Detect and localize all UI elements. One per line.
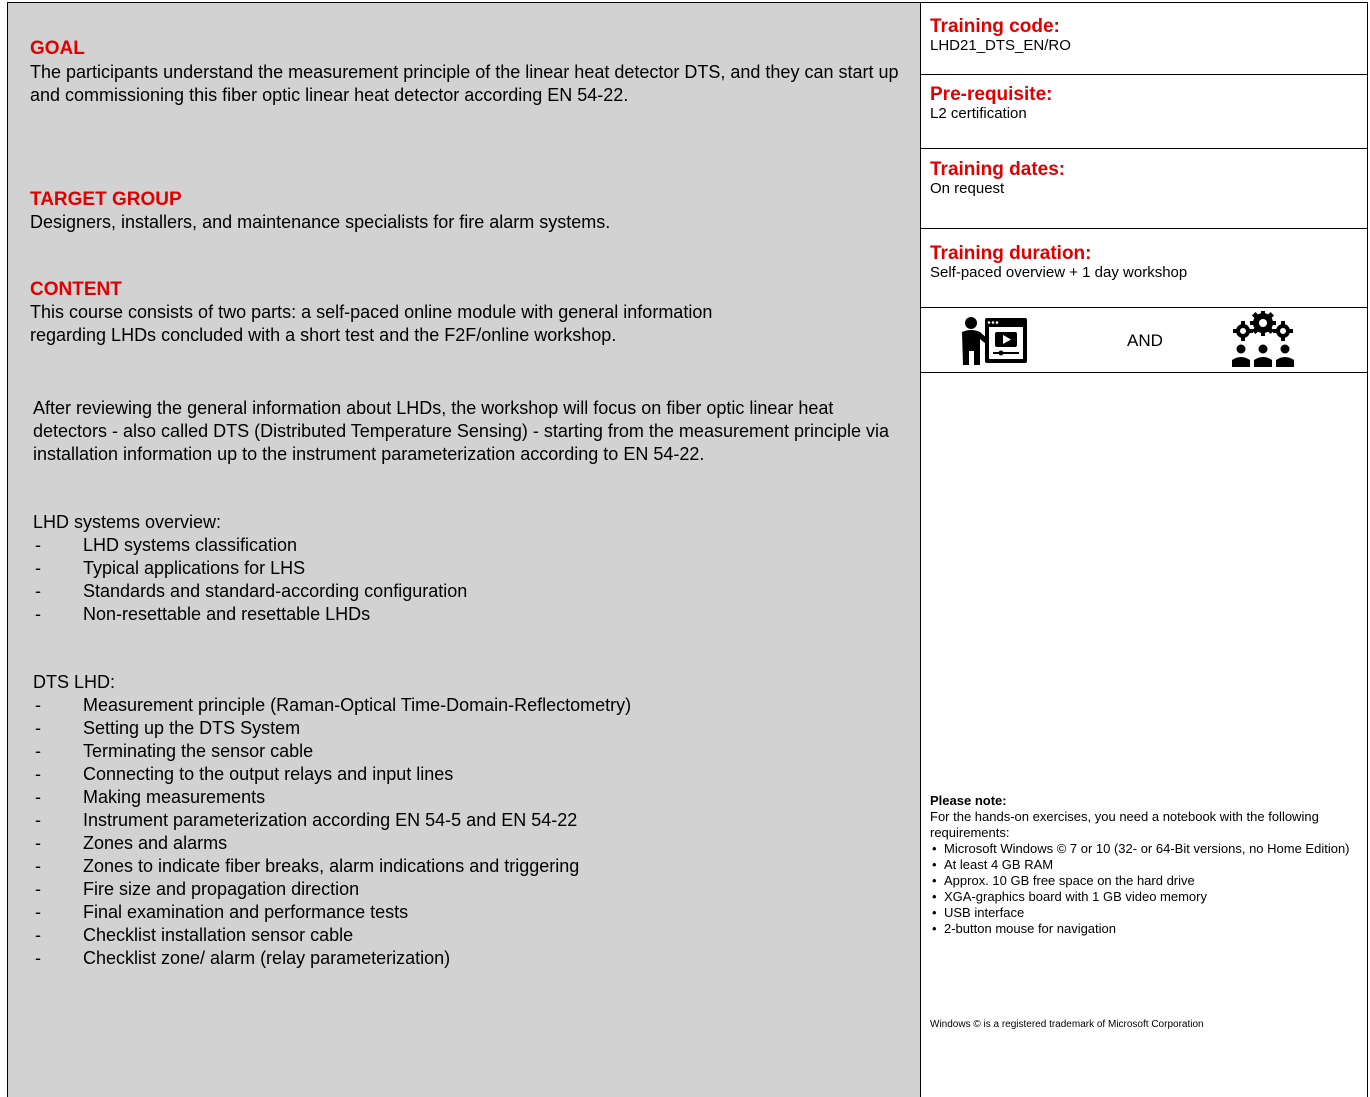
list-item: - Non-resettable and resettable LHDs <box>33 603 467 626</box>
list-item: • 2-button mouse for navigation <box>930 921 1350 937</box>
dts-list <box>33 694 631 970</box>
note-title: Please note: <box>930 793 1007 808</box>
goal-text: The participants understand the measurement principle of the linear heat detector DTS, and they can start up and commissioning this fiber optic linear heat detector according EN 54-22. <box>30 62 899 105</box>
dts-title: DTS LHD: <box>33 672 116 692</box>
training-duration-value: Self-paced overview + 1 day workshop <box>930 264 1188 281</box>
list-item: - Making measurements <box>33 786 631 809</box>
training-dates-box <box>921 149 1367 229</box>
list-item: - Connecting to the output relays and input lines <box>33 763 631 786</box>
list-item: • At least 4 GB RAM <box>930 857 1350 873</box>
target-group-text: Designers, installers, and maintenance specialists for fire alarm systems. <box>30 212 611 232</box>
prerequisite-label: Pre-requisite: <box>930 84 1053 105</box>
list-item: - Checklist installation sensor cable <box>33 924 631 947</box>
list-item: • XGA-graphics board with 1 GB video memory <box>930 889 1350 905</box>
format-icons-row <box>921 308 1367 373</box>
training-dates-value: On request <box>930 180 1005 197</box>
content-heading: CONTENT <box>30 279 122 300</box>
training-code-box <box>921 3 1367 75</box>
list-item: - Typical applications for LHS <box>33 557 467 580</box>
training-code-value: LHD21_DTS_EN/RO <box>930 37 1071 54</box>
training-dates-label: Training dates: <box>930 159 1066 180</box>
requirements-list <box>930 841 1350 937</box>
online-presentation-icon <box>959 315 1031 367</box>
list-item: - Terminating the sensor cable <box>33 740 631 763</box>
overview-title: LHD systems overview: <box>33 512 222 532</box>
list-item: - Final examination and performance tests <box>33 901 631 924</box>
list-item: - Measurement principle (Raman-Optical Time-Domain-Reflectometry) <box>33 694 631 717</box>
list-item: - Zones and alarms <box>33 832 631 855</box>
list-item: - Setting up the DTS System <box>33 717 631 740</box>
training-code-label: Training code: <box>930 16 1060 37</box>
training-duration-label: Training duration: <box>930 243 1092 264</box>
workshop-team-icon <box>1227 311 1299 369</box>
list-item: - Instrument parameterization according EN 54-5 and EN 54-22 <box>33 809 631 832</box>
training-info-panel <box>921 2 1368 1097</box>
list-item: • Approx. 10 GB free space on the hard drive <box>930 873 1350 889</box>
prerequisite-value: L2 certification <box>930 105 1027 122</box>
note-intro: For the hands-on exercises, you need a notebook with the following requirements: <box>930 809 1319 840</box>
content-intro: This course consists of two parts: a self-paced online module with general information regarding LHDs concluded with a short test and the F2F/online workshop. <box>30 302 713 345</box>
list-item: - Standards and standard-according configuration <box>33 580 467 603</box>
target-group-heading: TARGET GROUP <box>30 189 182 210</box>
course-description-panel <box>7 2 921 1097</box>
trademark-notice: Windows © is a registered trademark of Microsoft Corporation <box>930 1019 1204 1030</box>
requirements-note <box>930 793 1350 937</box>
goal-heading: GOAL <box>30 38 85 59</box>
list-item: - LHD systems classification <box>33 534 467 557</box>
training-duration-box <box>921 229 1367 308</box>
list-item: • USB interface <box>930 905 1350 921</box>
list-item: - Zones to indicate fiber breaks, alarm indications and triggering <box>33 855 631 878</box>
and-label: AND <box>1127 331 1163 350</box>
list-item: • Microsoft Windows © 7 or 10 (32- or 64-Bit versions, no Home Edition) <box>930 841 1350 857</box>
list-item: - Checklist zone/ alarm (relay parameterization) <box>33 947 631 970</box>
overview-list <box>33 534 467 626</box>
list-item: - Fire size and propagation direction <box>33 878 631 901</box>
prerequisite-box <box>921 75 1367 149</box>
workshop-description: After reviewing the general information about LHDs, the workshop will focus on fiber optic linear heat detectors - also called DTS (Distributed Temperature Sensing) - starting from the measurement principle via installation information up to the instrument parameterization according to EN 54-22. <box>33 398 890 464</box>
